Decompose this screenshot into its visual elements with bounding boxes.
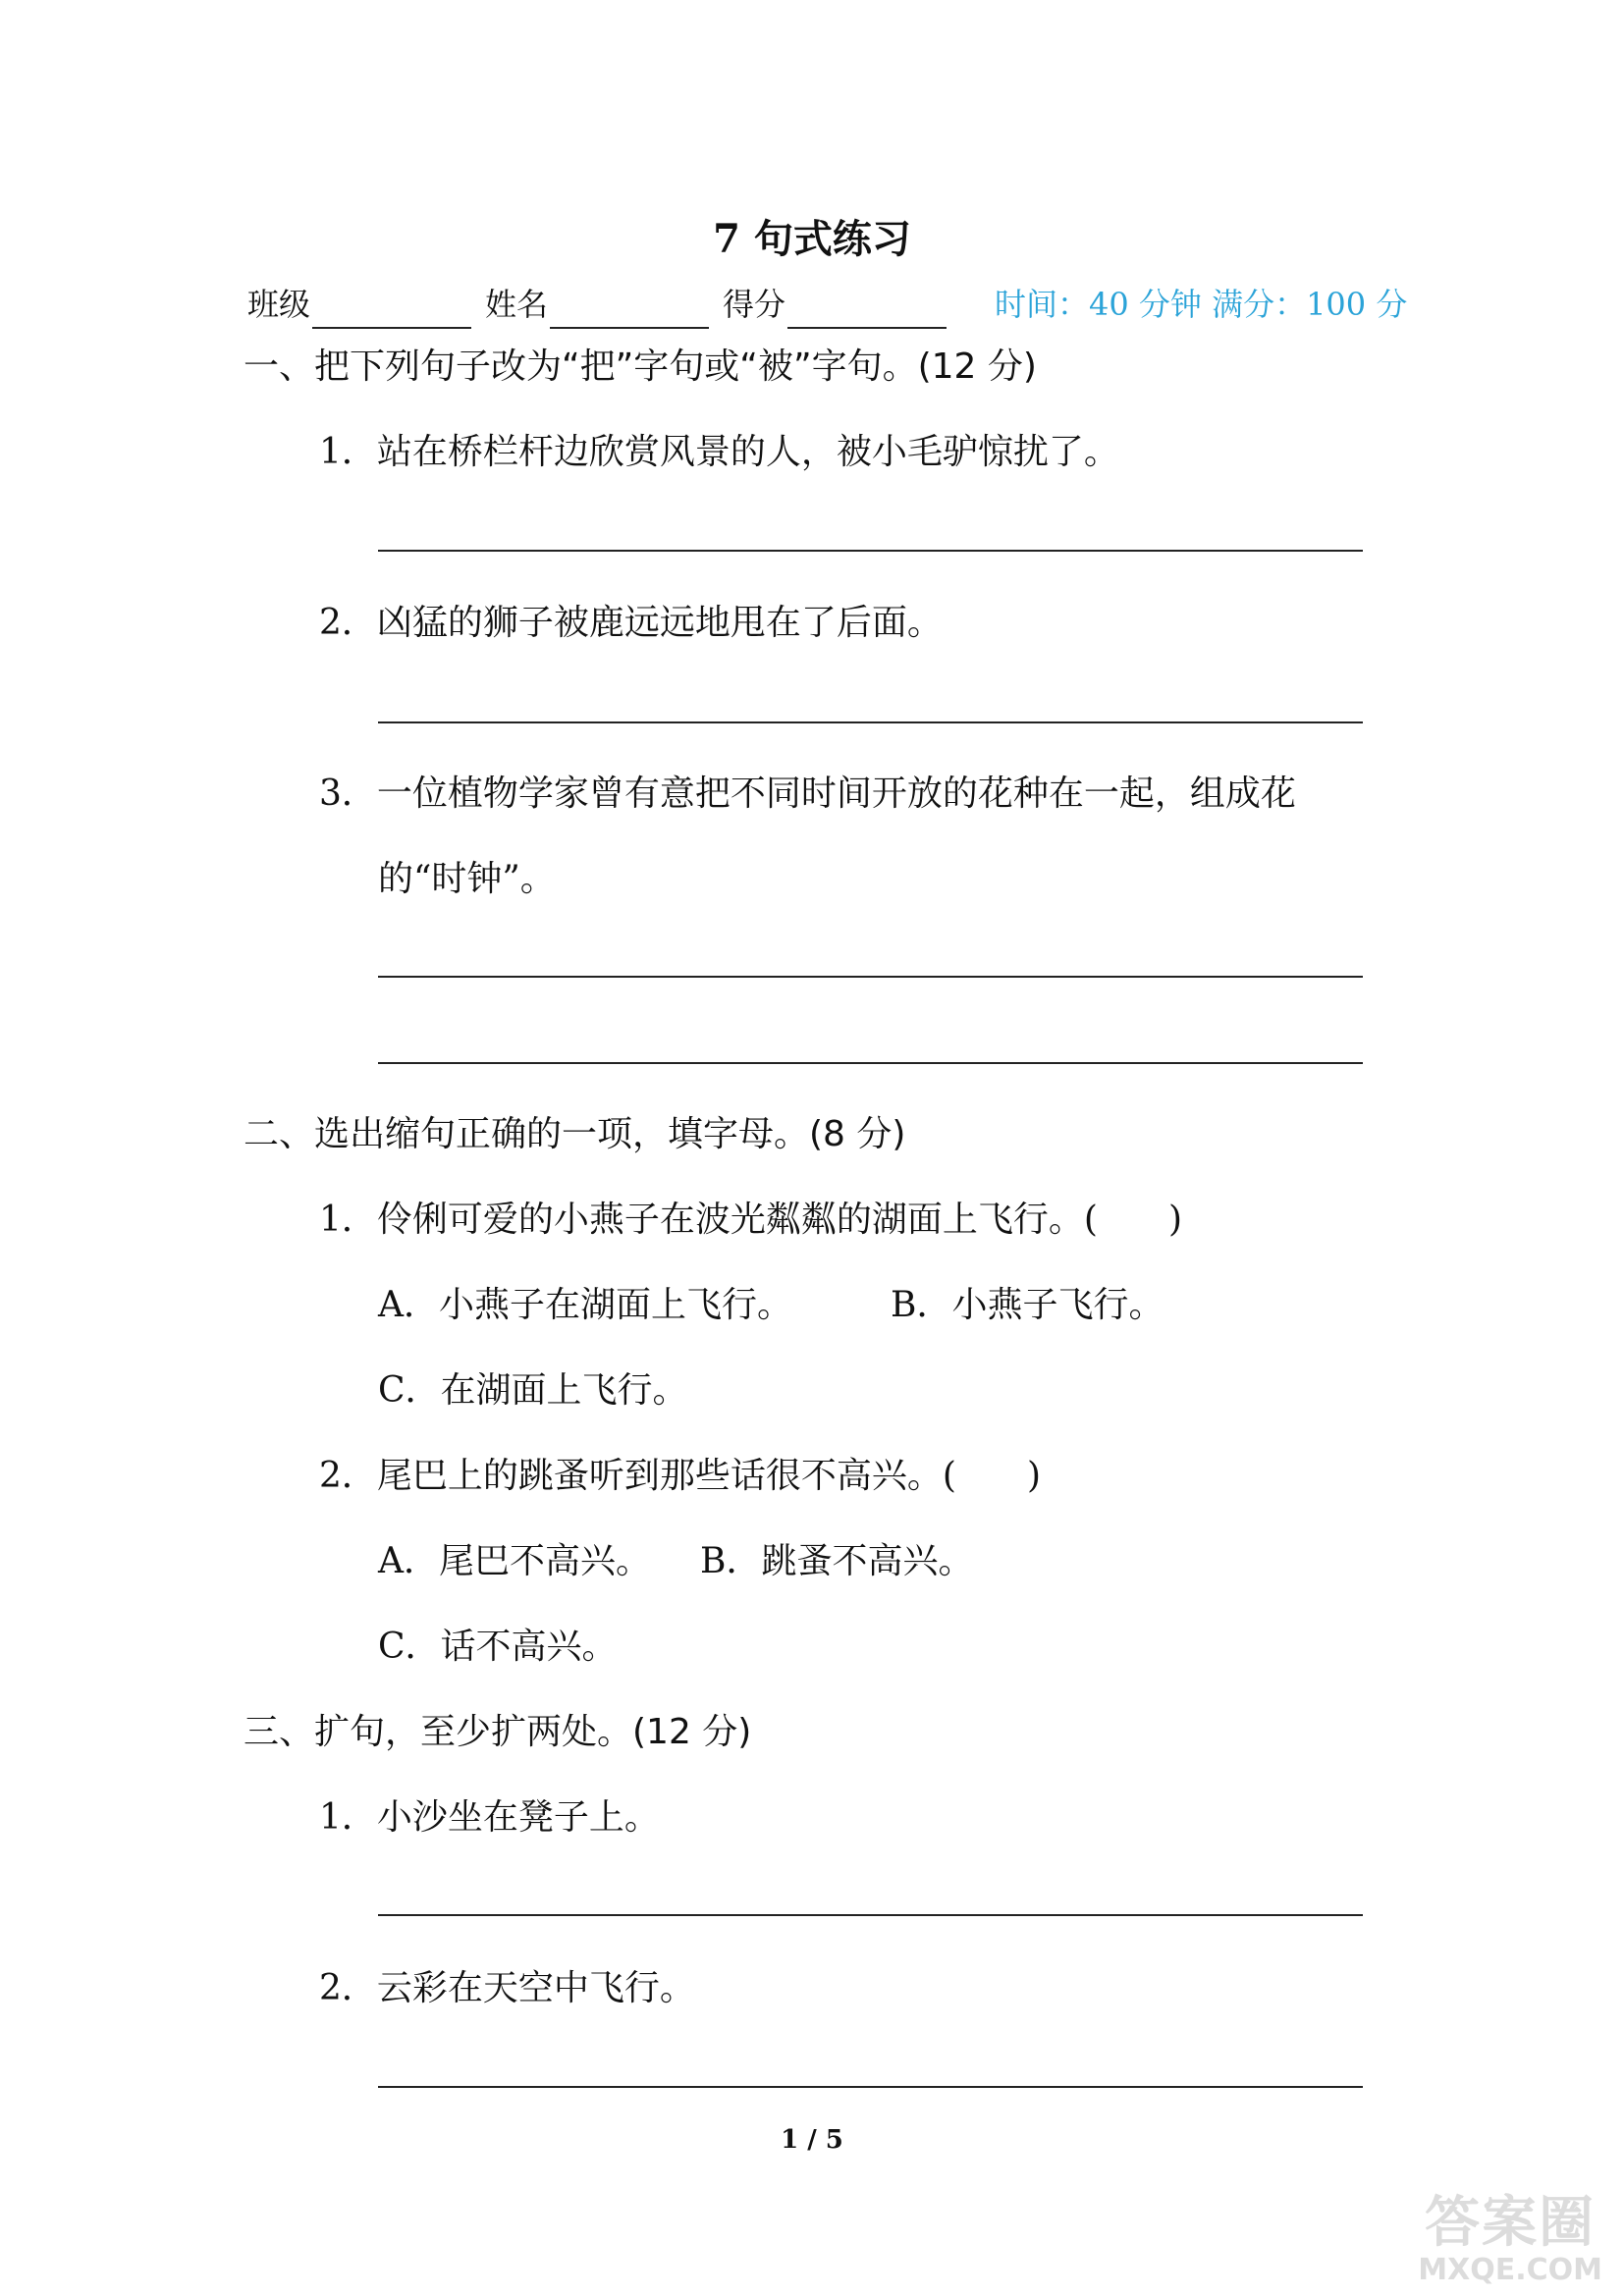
page-title: 7 句式练习 (713, 216, 911, 262)
student-info-row (247, 280, 960, 329)
class-label: 班级 (247, 286, 311, 323)
s2-q2-option-b[interactable]: B．跳蚤不高兴。 (700, 1541, 974, 1581)
s3-question-1: 1．小沙坐在凳子上。 (319, 1797, 660, 1838)
s1-q3-answer-line-2[interactable] (378, 1062, 1363, 1064)
name-blank[interactable] (550, 292, 709, 329)
s1-q2-answer-line[interactable] (378, 721, 1363, 723)
s3-q1-answer-line[interactable] (378, 1914, 1363, 1916)
watermark-logo (1418, 2191, 1602, 2288)
s2-q1-option-b[interactable]: B．小燕子飞行。 (891, 1285, 1164, 1325)
name-label: 姓名 (485, 286, 549, 323)
page-number: 1 / 5 (781, 2125, 843, 2155)
s2-question-1: 1．伶俐可爱的小燕子在波光粼粼的湖面上飞行。( ) (319, 1200, 1182, 1240)
s2-q2-option-a[interactable]: A．尾巴不高兴。 (378, 1541, 651, 1581)
s1-q1-answer-line[interactable] (378, 550, 1363, 552)
s1-question-3: 3．一位植物学家曾有意把不同时间开放的花种在一起，组成花 (319, 774, 1296, 814)
s2-q2-option-c[interactable]: C．话不高兴。 (378, 1627, 618, 1667)
s1-q3-answer-line-1[interactable] (378, 976, 1363, 978)
section-2-heading: 二、选出缩句正确的一项，填字母。(8 分) (244, 1114, 906, 1154)
section-1-heading: 一、把下列句子改为“把”字句或“被”字句。(12 分) (244, 347, 1037, 387)
s1-question-3-continuation: 的“时钟”。 (378, 859, 556, 899)
s2-q1-option-c[interactable]: C．在湖面上飞行。 (378, 1370, 688, 1411)
section-3-heading: 三、扩句，至少扩两处。(12 分) (244, 1712, 752, 1752)
watermark-domain: MXQE.COM (1418, 2253, 1602, 2287)
score-blank[interactable] (787, 292, 947, 329)
watermark-title: 答案圈 (1425, 2191, 1597, 2255)
class-blank[interactable] (312, 292, 471, 329)
s3-q2-answer-line[interactable] (378, 2086, 1363, 2088)
s1-question-1: 1．站在桥栏杆边欣赏风景的人，被小毛驴惊扰了。 (319, 432, 1119, 472)
s1-question-2: 2．凶猛的狮子被鹿远远地甩在了后面。 (319, 603, 943, 643)
s3-question-2: 2．云彩在天空中飞行。 (319, 1968, 695, 2008)
s2-q1-option-a[interactable]: A．小燕子在湖面上飞行。 (378, 1285, 792, 1325)
score-label: 得分 (723, 286, 786, 323)
s2-question-2: 2．尾巴上的跳蚤听到那些话很不高兴。( ) (319, 1456, 1041, 1496)
exam-meta: 时间：40 分钟 满分：100 分 (995, 286, 1408, 323)
